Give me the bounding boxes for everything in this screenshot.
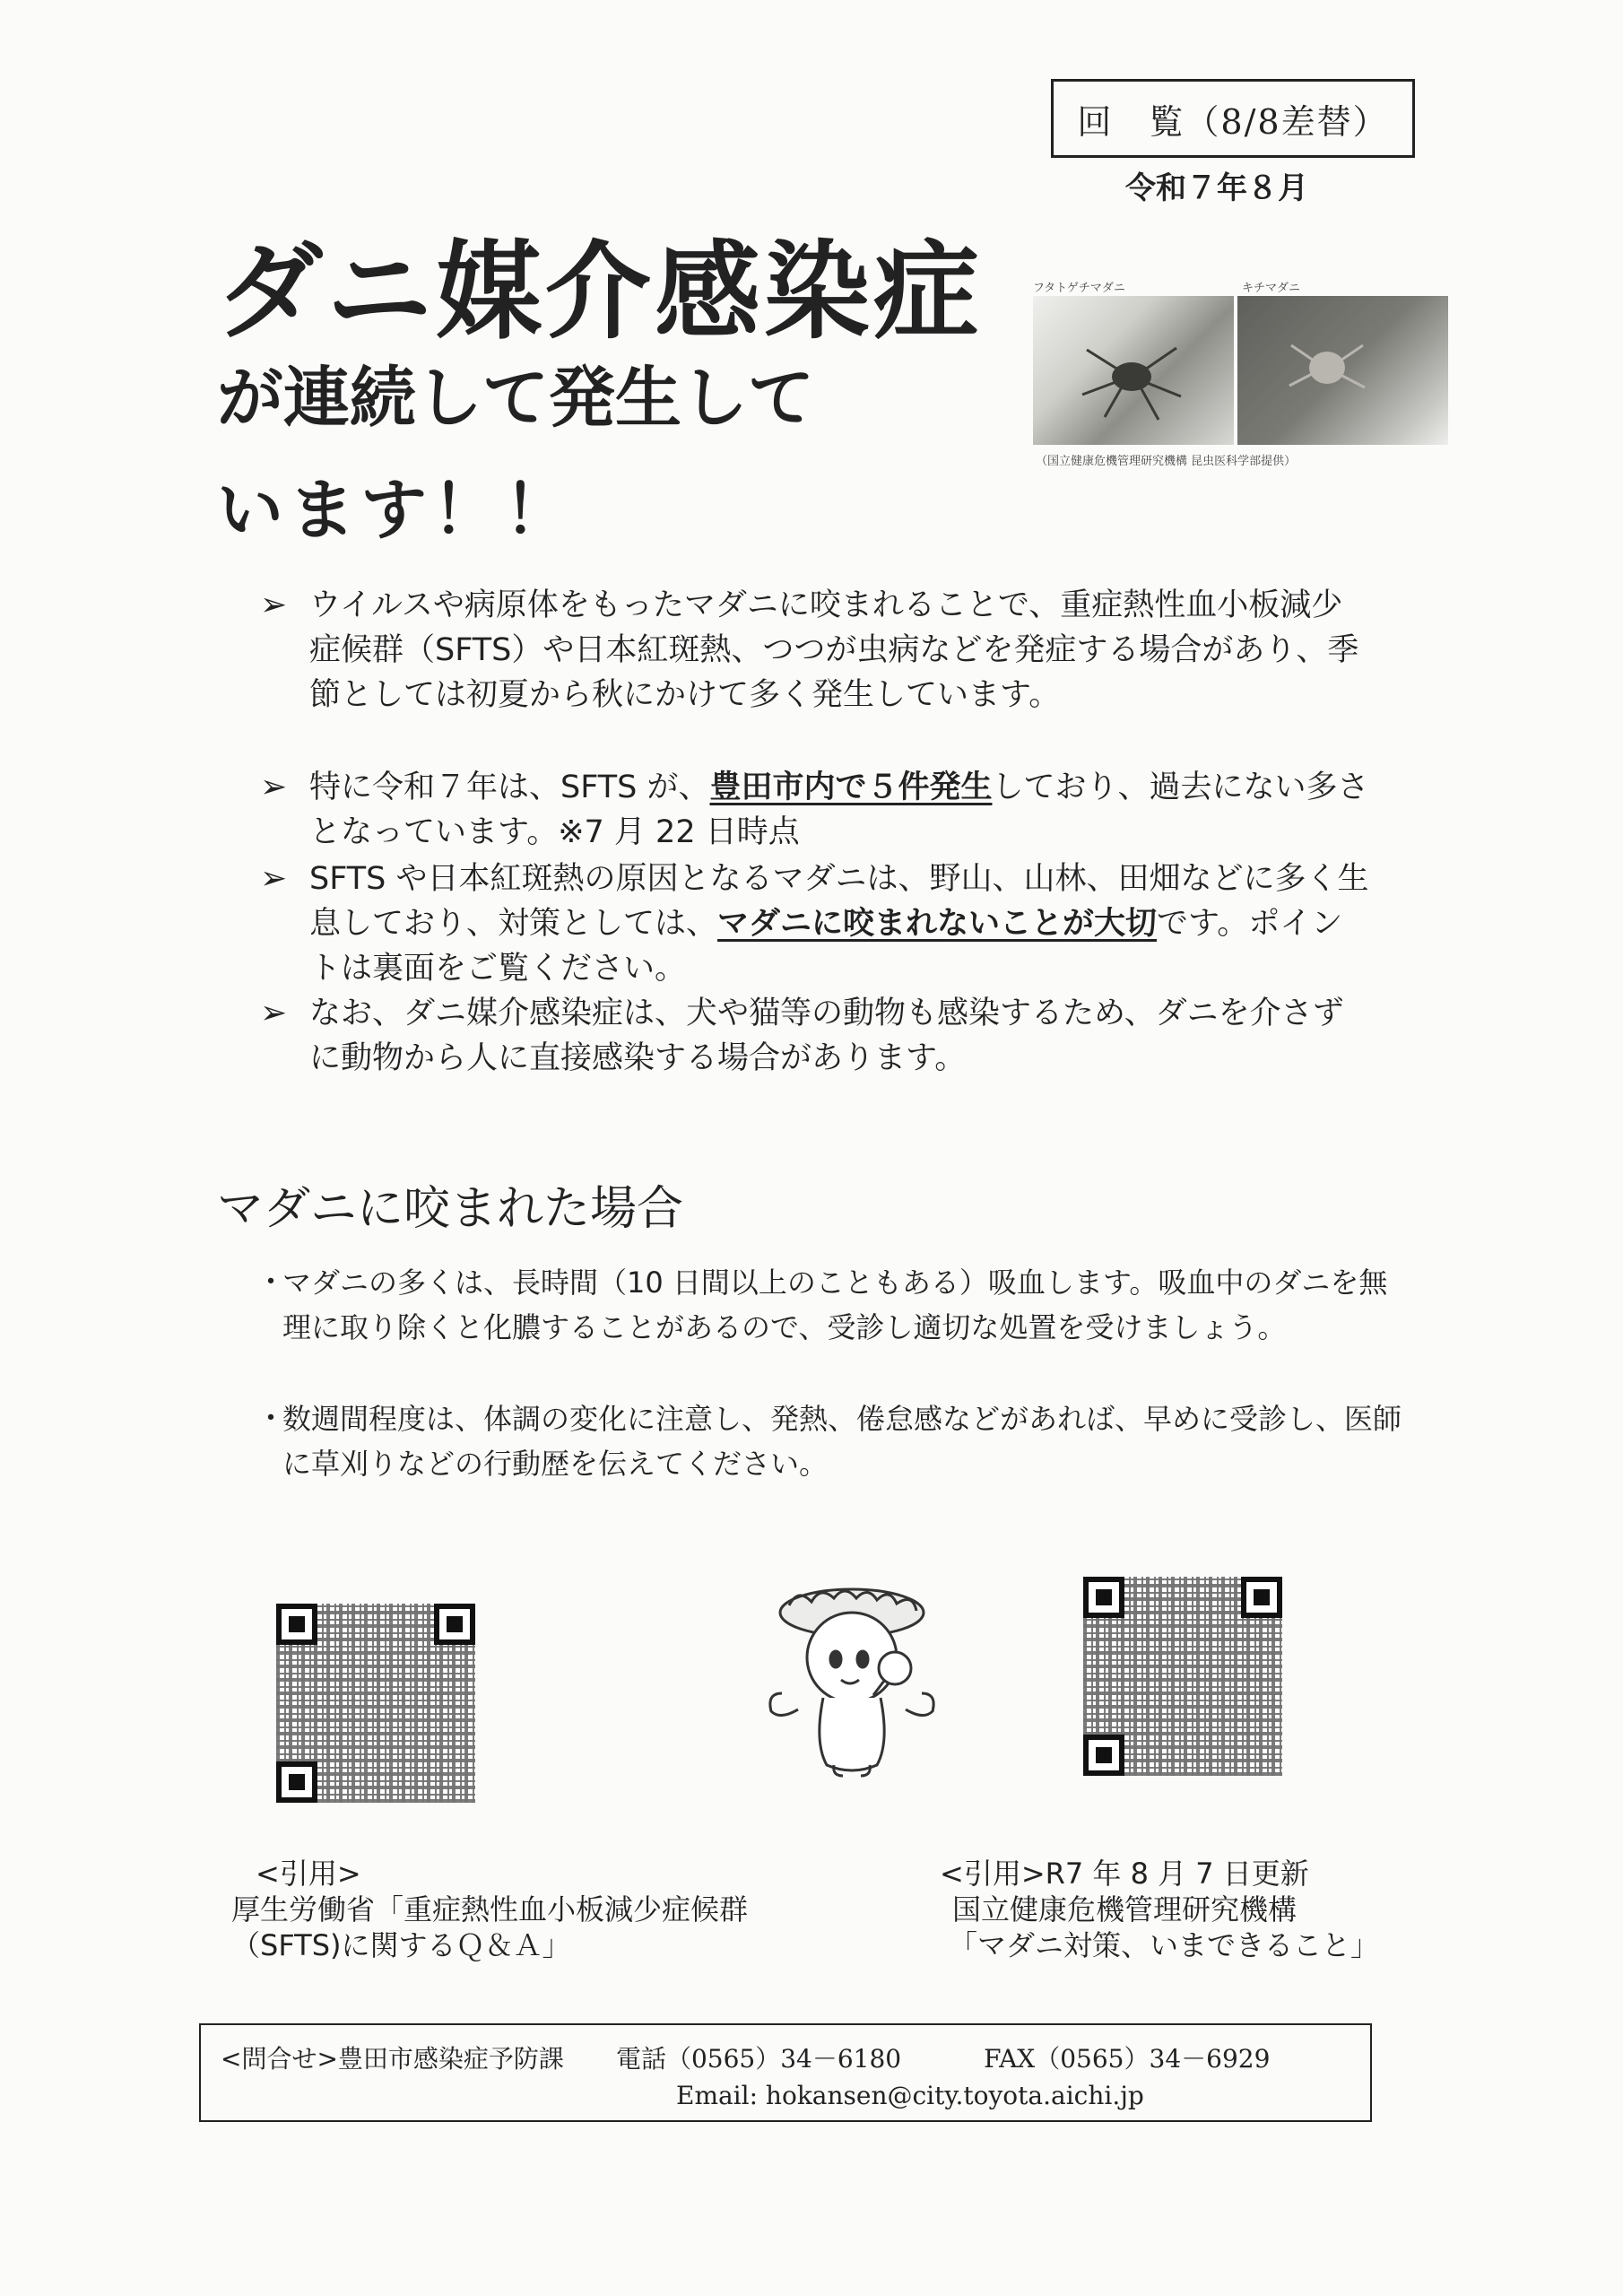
- dot-bullet: ・: [256, 1401, 286, 1437]
- bullet-arrow-icon: ➢: [260, 995, 288, 1031]
- citation-right-2: 国立健康危機管理研究機構: [952, 1892, 1298, 1926]
- bullet-2-pre: 特に令和７年は、SFTS が、: [309, 770, 710, 805]
- bullet-text-4: なお、ダニ媒介感染症は、犬や猫等の動物も感染するため、ダニを介さずに動物から人に直接感染する場合があります。: [309, 996, 1344, 1076]
- contact-fax: FAX（0565）34－6929: [984, 2044, 1271, 2074]
- bullet-arrow-icon: ➢: [260, 860, 288, 897]
- qr-code-jihs[interactable]: [1083, 1577, 1282, 1776]
- section-heading: マダニに咬まれた場合: [217, 1182, 684, 1236]
- photo-credit: （国立健康危機管理研究機構 昆虫医科学部提供）: [1036, 455, 1297, 468]
- bullet-3-emphasis: マダニに咬まれないことが大切: [717, 906, 1158, 942]
- tick-photo-1: [1033, 296, 1234, 445]
- bullet-3-pre: SFTS や日本紅斑熱の原因となるマダニは、野山、山林、田畑などに多く生息しており、対策としては、: [309, 861, 1369, 942]
- bullet-2-post: しており、過去にない多さとなっています。※7 月 22 日時点: [309, 770, 1369, 850]
- page-title-line3: います！！: [217, 472, 576, 549]
- contact-box: [199, 2023, 1372, 2122]
- tick-photo-2: [1237, 296, 1448, 445]
- contact-phone[interactable]: 電話（0565）34－6180: [615, 2044, 902, 2074]
- citation-left-3: （SFTS)に関するＱ＆Ａ」: [231, 1928, 571, 1962]
- photo-caption-2: キチマダニ: [1242, 282, 1301, 295]
- bullet-arrow-icon: ➢: [260, 769, 288, 805]
- photo-caption-1: フタトゲチマダニ: [1033, 282, 1125, 295]
- bullet-3-post: です。ポイントは裏面をご覧ください。: [309, 906, 1343, 987]
- dot-bullet: ・: [256, 1265, 286, 1300]
- citation-right-1: <引用>R7 年 8 月 7 日更新: [940, 1857, 1309, 1891]
- bullet-arrow-icon: ➢: [260, 587, 288, 623]
- tick-illustration-icon: [1237, 296, 1448, 445]
- circulation-label: 回 覧（8/8差替）: [1077, 101, 1389, 142]
- bullet-2-emphasis: 豊田市内で５件発生: [709, 770, 993, 805]
- contact-label: <問合せ>豊田市感染症予防課: [221, 2044, 564, 2074]
- page-title-line1: ダニ媒介感染症: [217, 230, 984, 353]
- citation-left-1: <引用>: [256, 1857, 361, 1891]
- section-item-2: 数週間程度は、体調の変化に注意し、発熱、倦怠感などがあれば、早めに受診し、医師に草刈りなどの行動歴を伝えてください。: [282, 1402, 1402, 1481]
- bullet-text-1: ウイルスや病原体をもったマダニに咬まれることで、重症熱性血小板減少症候群（SFTS）や日本紅斑熱、つつが虫病などを発症する場合があり、季節としては初夏から秋にかけて多く発生しています。: [309, 587, 1359, 713]
- page-title-line2: が連続して発生して: [217, 360, 814, 437]
- citation-left-2: 厚生労働省「重症熱性血小板減少症候群: [231, 1892, 749, 1926]
- section-item-1: マダニの多くは、長時間（10 日間以上のこともある）吸血します。吸血中のダニを無理に取り除くと化膿することがあるので、受診し適切な処置を受けましょう。: [282, 1265, 1388, 1344]
- bullet-text-3: [309, 857, 1372, 991]
- tick-illustration-icon: [1033, 296, 1234, 445]
- bullet-text-2: [309, 765, 1372, 855]
- citation-right-3: 「マダニ対策、いまできること」: [949, 1928, 1380, 1962]
- mascot-icon: [762, 1586, 942, 1781]
- issue-date: 令和７年８月: [1125, 170, 1308, 206]
- contact-email[interactable]: Email: hokansen@city.toyota.aichi.jp: [676, 2081, 1144, 2110]
- circulation-box: [1051, 79, 1415, 158]
- qr-code-mhlw[interactable]: [276, 1604, 475, 1803]
